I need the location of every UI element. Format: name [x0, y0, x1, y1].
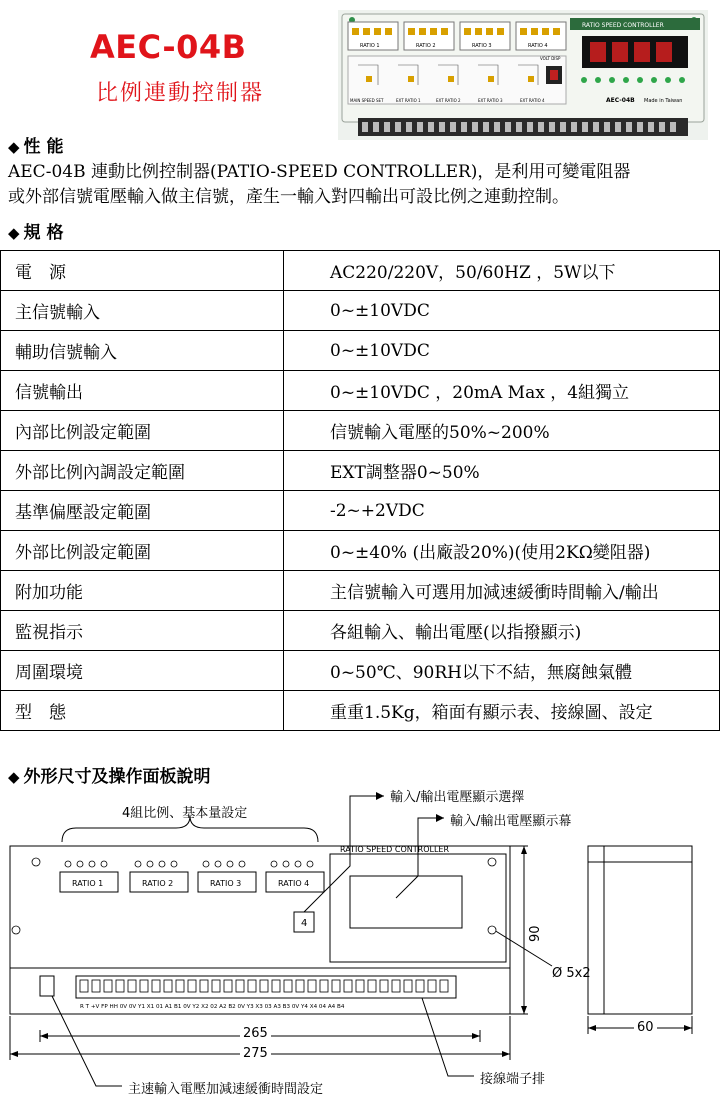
spec-value: 0~±10VDC [284, 291, 720, 331]
spec-key: 附加功能 [1, 571, 284, 611]
drawing-lines [0, 790, 720, 1113]
photo-ext-4: EXT RATIO 4 [520, 98, 545, 103]
spec-key: 電 源 [1, 251, 284, 291]
spec-value: 0~50℃、90RH以下不結，無腐蝕氣體 [284, 651, 720, 691]
spec-key: 主信號輸入 [1, 291, 284, 331]
terminal-strip-label: 接線端子排 [480, 1072, 546, 1087]
photo-ratio-4: RATIO 4 [528, 43, 548, 49]
ratio-group-label: 4組比例、基本量設定 [122, 806, 248, 821]
product-name: 比例連動控制器 [96, 81, 265, 106]
performance-line-2: 或外部信號電壓輸入做主信號，產生一輸入對四輸出可設比例之連動控制。 [8, 187, 569, 207]
terminal-labels: R T +V FP HH 0V 0V Y1 X1 01 A1 B1 0V Y2 X2 02 A2 B2 0V Y3 X3 03 A3 B3 0V Y4 X4 04 A4 B4 [80, 1004, 345, 1010]
photo-ext-3: EXT RATIO 3 [478, 98, 503, 103]
dim-hole: Ø 5x2 [552, 966, 591, 981]
spec-value: 0~±40% (出廠設20%)(使用2KΩ變阻器) [284, 531, 720, 571]
photo-panel-title: RATIO SPEED CONTROLLER [582, 22, 664, 29]
table-row [1, 651, 720, 691]
spec-key: 輔助信號輸入 [1, 331, 284, 371]
spec-value: 重重1.5Kg，箱面有顯示表、接線圖、設定 [284, 691, 720, 731]
spec-value: -2~+2VDC [284, 491, 720, 531]
performance-line-1: AEC-04B 連動比例控制器(PATIO-SPEED CONTROLLER)，是利用可變電阻器 [8, 162, 631, 182]
dim-60: 60 [634, 1020, 657, 1035]
dim-275: 275 [240, 1046, 271, 1061]
spec-heading: ◆ 規 格 [8, 223, 64, 243]
photo-volt-disp: VOLT DISP [540, 56, 561, 61]
drawing-panel-title: RATIO SPEED CONTROLLER [340, 845, 450, 854]
display-screen-label: 輸入/輸出電壓顯示幕 [450, 814, 572, 829]
table-row [1, 691, 720, 731]
table-row [1, 411, 720, 451]
model-title: AEC-04B [90, 28, 247, 66]
dim-90: 90 [528, 925, 543, 942]
selector-value: 4 [301, 918, 308, 929]
spec-key: 外部比例設定範圍 [1, 531, 284, 571]
spec-value: 0~±10VDC ，20mA Max ，4組獨立 [284, 371, 720, 411]
photo-ratio-1: RATIO 1 [360, 43, 380, 49]
photo-ratio-2: RATIO 2 [416, 43, 436, 49]
table-row [1, 251, 720, 291]
accel-setting-label: 主速輸入電壓加減速緩衝時間設定 [128, 1082, 324, 1097]
table-row [1, 291, 720, 331]
performance-heading: ◆ 性 能 [8, 137, 64, 157]
dim-265: 265 [240, 1026, 271, 1041]
spec-key: 外部比例內調設定範圍 [1, 451, 284, 491]
drawing-ratio-4: RATIO 4 [278, 879, 310, 888]
spec-value: AC220/220V，50/60HZ ，5W以下 [284, 251, 720, 291]
drawing-ratio-3: RATIO 3 [210, 879, 242, 888]
spec-value: 0~±10VDC [284, 331, 720, 371]
table-row [1, 451, 720, 491]
photo-made-in: Made in Taiwan [644, 98, 683, 104]
spec-key: 型 態 [1, 691, 284, 731]
spec-value: 信號輸入電壓的50%~200% [284, 411, 720, 451]
spec-table [0, 250, 720, 731]
diamond-icon: ◆ [8, 768, 20, 786]
photo-main-speed: MAIN SPEED SET [350, 98, 384, 103]
spec-key: 監視指示 [1, 611, 284, 651]
table-row [1, 611, 720, 651]
table-row [1, 571, 720, 611]
table-row [1, 531, 720, 571]
drawing-ratio-1: RATIO 1 [72, 879, 104, 888]
display-select-label: 輸入/輸出電壓顯示選擇 [390, 790, 525, 805]
drawing-heading: ◆ 外形尺寸及操作面板說明 [8, 767, 211, 787]
spec-key: 信號輸出 [1, 371, 284, 411]
photo-ratio-3: RATIO 3 [472, 43, 492, 49]
table-row [1, 491, 720, 531]
spec-key: 基準偏壓設定範圍 [1, 491, 284, 531]
product-photo [338, 10, 708, 140]
photo-ext-2: EXT RATIO 2 [436, 98, 461, 103]
diamond-icon: ◆ [8, 138, 20, 156]
photo-model-mark: AEC-04B [606, 97, 635, 104]
table-row [1, 371, 720, 411]
spec-key: 內部比例設定範圍 [1, 411, 284, 451]
spec-value: 各組輸入、輸出電壓(以指撥顯示) [284, 611, 720, 651]
drawing-ratio-2: RATIO 2 [142, 879, 174, 888]
performance-description [8, 160, 708, 210]
table-row [1, 331, 720, 371]
spec-value: EXT調整器0~50% [284, 451, 720, 491]
diamond-icon: ◆ [8, 224, 20, 242]
dimension-drawing [0, 790, 720, 1113]
spec-key: 周圍環境 [1, 651, 284, 691]
photo-ext-1: EXT RATIO 1 [396, 98, 421, 103]
spec-value: 主信號輸入可選用加減速緩衝時間輸入/輸出 [284, 571, 720, 611]
